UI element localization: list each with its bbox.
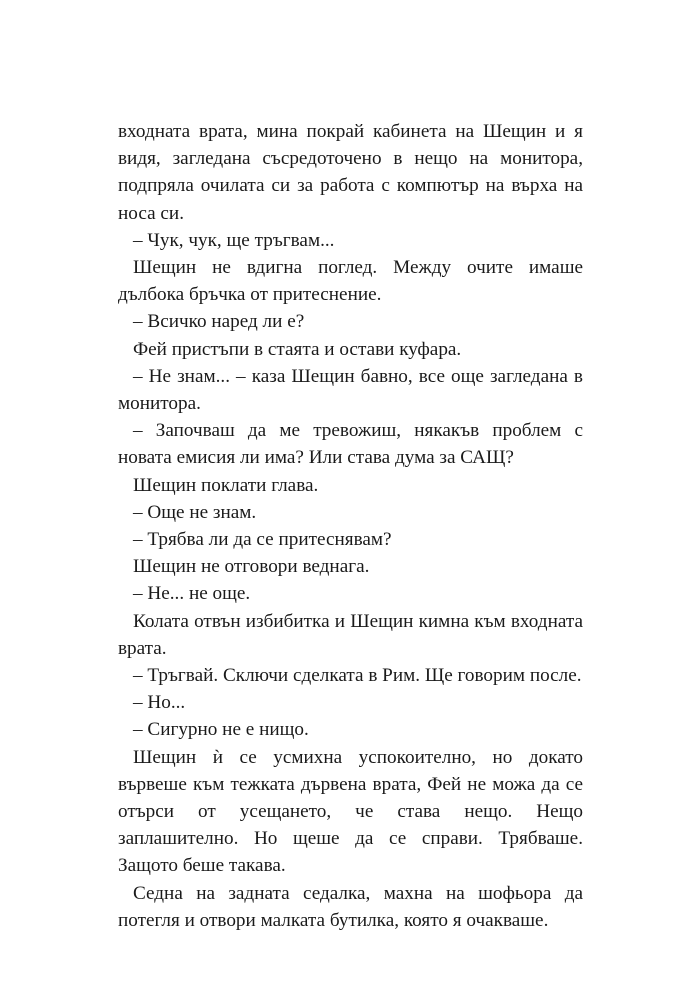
paragraph: Шещин не отговори веднага. bbox=[133, 556, 370, 578]
paragraph: – Трябва ли да се притеснявам? bbox=[133, 529, 392, 551]
paragraph: Шещин не вдигна поглед. Между очите имаше дълбока бръчка от притеснение. bbox=[118, 257, 583, 306]
paragraph: Шещин ѝ се усмихна успокоително, но докато вървеше към тежката дървена врата, Фей не можа да се отърси от усещането, че става нещо. Нещо заплашително. Но щеше да се справи. Трябваше. Защото беше такава. bbox=[118, 746, 583, 877]
paragraph: – Всичко наред ли е? bbox=[133, 311, 305, 333]
paragraph: Колата отвън избибитка и Шещин кимна към входната врата. bbox=[118, 610, 583, 659]
paragraph: – Но... bbox=[133, 692, 186, 714]
paragraph: – Чук, чук, ще тръгвам... bbox=[133, 229, 335, 251]
paragraph: – Тръгвай. Сключи сделката в Рим. Ще говорим после. bbox=[133, 665, 582, 687]
paragraph: – Не знам... – каза Шещин бавно, все още загледана в монитора. bbox=[118, 365, 583, 415]
body-text bbox=[118, 118, 583, 934]
paragraph: – Още не знам. bbox=[133, 501, 257, 523]
paragraph: – Сигурно не е нищо. bbox=[133, 719, 309, 741]
paragraph: – Не... не още. bbox=[133, 583, 251, 605]
paragraph: Седна на задната седалка, махна на шофьора да потегля и отвори малката бутилка, която я очакваше. bbox=[118, 882, 583, 931]
paragraph: Шещин поклати глава. bbox=[133, 474, 319, 496]
paragraph: входната врата, мина покрай кабинета на Шещин и я видя, загледана съсредоточено в нещо на монитора, подпряла очилата си за работа с компютър на върха на носа си. bbox=[118, 121, 583, 224]
paragraph: – Започваш да ме тревожиш, някакъв проблем с новата емисия ли има? Или става дума за САЩ? bbox=[118, 420, 583, 469]
paragraph: Фей пристъпи в стаята и остави куфара. bbox=[133, 338, 462, 360]
